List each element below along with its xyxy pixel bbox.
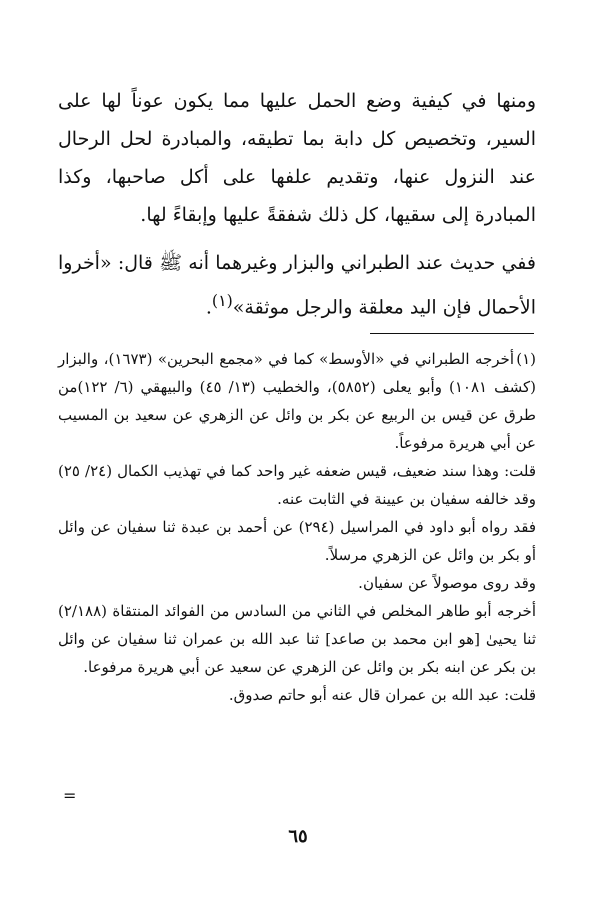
footnote-paragraph-6: قلت: عبد الله بن عمران قال عنه أبو حاتم صدوق. [228,686,536,704]
footnotes [58,345,536,709]
footnote-text-1: أخرجه الطبراني في «الأوسط» كما في «مجمع البحرين» (١٦٧٣)، والبزار (كشف ١٠٨١) وأبو يعلى (٥٨٥٢)، والخطيب (١٣/ ٤٥) والبيهقي (٦/ ١٢٢)من طرق عن قيس بن الربيع عن بكر بن وائل عن الزهري عن سعيد بن المسيب عن أبي هريرة مرفوعاً. [58,350,537,452]
footnote-paragraph-1 [58,345,536,457]
main-paragraph-2-end: . [205,296,212,319]
footnote-reference: (١) [211,291,233,310]
footnote-paragraph-2: قلت: وهذا سند ضعيف، قيس ضعفه غير واحد كما في تهذيب الكمال (٢٤/ ٢٥) وقد خالفه سفيان بن عيينة في الثابت عنه. [58,462,536,508]
main-text [58,82,536,326]
main-paragraph-2 [58,244,536,326]
footnote-paragraph-3: فقد رواه أبو داود في المراسيل (٢٩٤) عن أحمد بن عبدة ثنا سفيان عن وائل أو بكر بن وائل عن الزهري مرسلاً. [58,518,536,564]
footnote-paragraph-5: أخرجه أبو طاهر المخلص في الثاني من السادس من الفوائد المنتقاة (٢/١٨٨) ثنا يحيىٰ [هو ابن محمد بن صاعد] ثنا عبد الله بن عمران ثنا سفيان عن وائل بن بكر عن ابنه بكر بن وائل عن الزهري عن سعيد عن أبي هريرة مرفوعا. [58,602,536,676]
footnote-separator [370,333,534,334]
page-number: ٦٥ [288,826,308,847]
footnote-paragraph-4: وقد روى موصولاً عن سفيان. [358,574,536,592]
main-paragraph-1: ومنها في كيفية وضع الحمل عليها مما يكون عوناً لها على السير، وتخصيص كل دابة بما تطيقه، والمبادرة لحل الرحال عند النزول عنها، وتقديم علفها على أكل صاحبها، وكذا المبادرة إلى سقيها، كل ذلك شفقةً عليها وإبقاءً لها. [58,90,536,226]
footnote-number: (١) [516,350,536,368]
hadith-text: ففي حديث عند الطبراني والبزار وغيرهما أنه ﷺ قال: «أخروا الأحمال فإن اليد معلقة والرجل موثقة» [58,252,536,319]
continuation-mark: = [63,786,77,805]
